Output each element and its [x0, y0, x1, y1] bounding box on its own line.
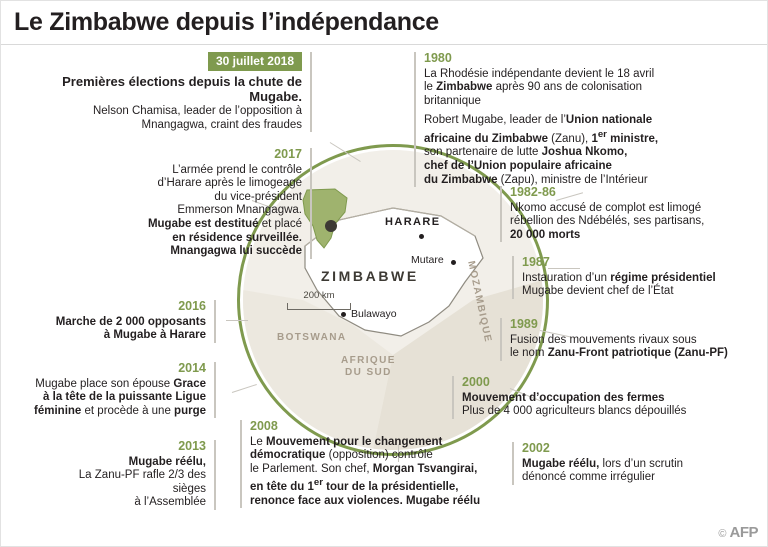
- timeline-body-2002: Mugabe réélu, lors d’un scrutin dénoncé comme irrégulier: [522, 457, 684, 484]
- city-dot-icon: [451, 260, 456, 265]
- timeline-item-2002: [512, 442, 762, 485]
- timeline-body-1980: La Rhodésie indépendante devient le 18 avril le Zimbabwe après 90 ans de colonisation britannique: [424, 67, 655, 107]
- timeline-item-1980: [414, 52, 758, 187]
- timeline-year-2014: 2014: [178, 361, 206, 375]
- map-scale-label: 200 km: [303, 290, 335, 301]
- map-capital-label: HARARE: [385, 216, 441, 228]
- timeline-item-2016: [30, 300, 216, 343]
- timeline-year-2018: 30 juillet 2018: [208, 52, 302, 71]
- title-divider: [0, 44, 768, 45]
- map-country-label: ZIMBABWE: [321, 268, 419, 284]
- map-city-label-bulawayo: Bulawayo: [351, 308, 397, 320]
- city-dot-icon: [341, 312, 346, 317]
- timeline-item-2017: [30, 148, 312, 259]
- timeline-year-1987: 1987: [522, 255, 550, 269]
- leader-line: [226, 320, 248, 321]
- map-scale-bar: [287, 290, 351, 310]
- timeline-year-2008: 2008: [250, 419, 278, 433]
- timeline-year-2000: 2000: [462, 375, 490, 389]
- afp-logo: AFP: [729, 524, 758, 541]
- timeline-year-2002: 2002: [522, 441, 550, 455]
- capital-dot-icon: [419, 234, 424, 239]
- copyright-symbol: ©: [718, 528, 727, 540]
- timeline-item-2008: [240, 420, 498, 508]
- timeline-body-1982-86: Nkomo accusé de complot est limogé rébellion des Ndébélés, ses partisans, 20 000 morts: [510, 201, 705, 241]
- timeline-item-1989: [500, 318, 762, 361]
- afp-credit: [718, 524, 758, 541]
- timeline-year-2017: 2017: [274, 147, 302, 161]
- timeline-item-2018: [60, 52, 312, 132]
- map-city-label-mutare: Mutare: [411, 254, 444, 266]
- timeline-year-1980: 1980: [424, 51, 452, 65]
- map-label-mozambique: MOZAMBIQUE: [465, 260, 494, 344]
- timeline-body-2017: L’armée prend le contrôle d’Harare après le limogeage du vice-président Emmerson Mnangagwa. Mugabe est destitué et placé en résidence surveillée. Mnangagwa lui succède: [147, 163, 302, 258]
- timeline-item-1982-86: [500, 186, 762, 242]
- timeline-item-2000: [452, 376, 762, 419]
- timeline-body-2018: Nelson Chamisa, leader de l’opposition à Mnangagwa, craint des fraudes: [92, 105, 302, 131]
- timeline-body-2016: Marche de 2 000 opposants à Mugabe à Harare: [55, 315, 206, 342]
- timeline-year-2013: 2013: [178, 439, 206, 453]
- timeline-body-2008: Le Mouvement pour le changement démocratique (opposition) contrôle le Parlement. Son chef, Morgan Tsvangirai, en tête du 1er tour de la présidentielle, renonce face aux violences. Mugabe réélu: [250, 435, 481, 507]
- timeline-body-1987: Instauration d’un régime présidentiel Mugabe devient chef de l’État: [522, 271, 716, 298]
- timeline-body2-1980: Robert Mugabe, leader de l’Union nationale africaine du Zimbabwe (Zanu), 1er ministre, son partenaire de lutte Joshua Nkomo, chef de l’Union populaire africaine du Zimbabwe (Zapu), ministre de l’Intérieur: [424, 114, 659, 186]
- timeline-year-2016: 2016: [178, 299, 206, 313]
- timeline-item-1987: [512, 256, 760, 299]
- timeline-body-1989: Fusion des mouvements rivaux sous le nom Zanu-Front patriotique (Zanu-PF): [510, 333, 728, 360]
- map-label-afrique-du-sud: AFRIQUE DU SUD: [341, 355, 396, 378]
- timeline-body-2013: Mugabe réélu, La Zanu-PF rafle 2/3 des sièges à l’Assemblée: [78, 455, 206, 509]
- timeline-year-1982-86: 1982-86: [510, 185, 556, 199]
- timeline-item-2013: [46, 440, 216, 510]
- page-title: Le Zimbabwe depuis l’indépendance: [14, 8, 439, 36]
- timeline-year-1989: 1989: [510, 317, 538, 331]
- timeline-body-2014: Mugabe place son épouse Grace à la tête de la puissante Ligue féminine et procède à une purge: [34, 377, 206, 417]
- map-label-botswana: BOTSWANA: [277, 332, 347, 343]
- timeline-body-2000: Mouvement d’occupation des fermes Plus de 4 000 agriculteurs blancs dépouillés: [462, 391, 687, 418]
- timeline-item-2014: [10, 362, 216, 418]
- timeline-headline-2018: Premières élections depuis la chute de Mugabe.: [62, 74, 302, 104]
